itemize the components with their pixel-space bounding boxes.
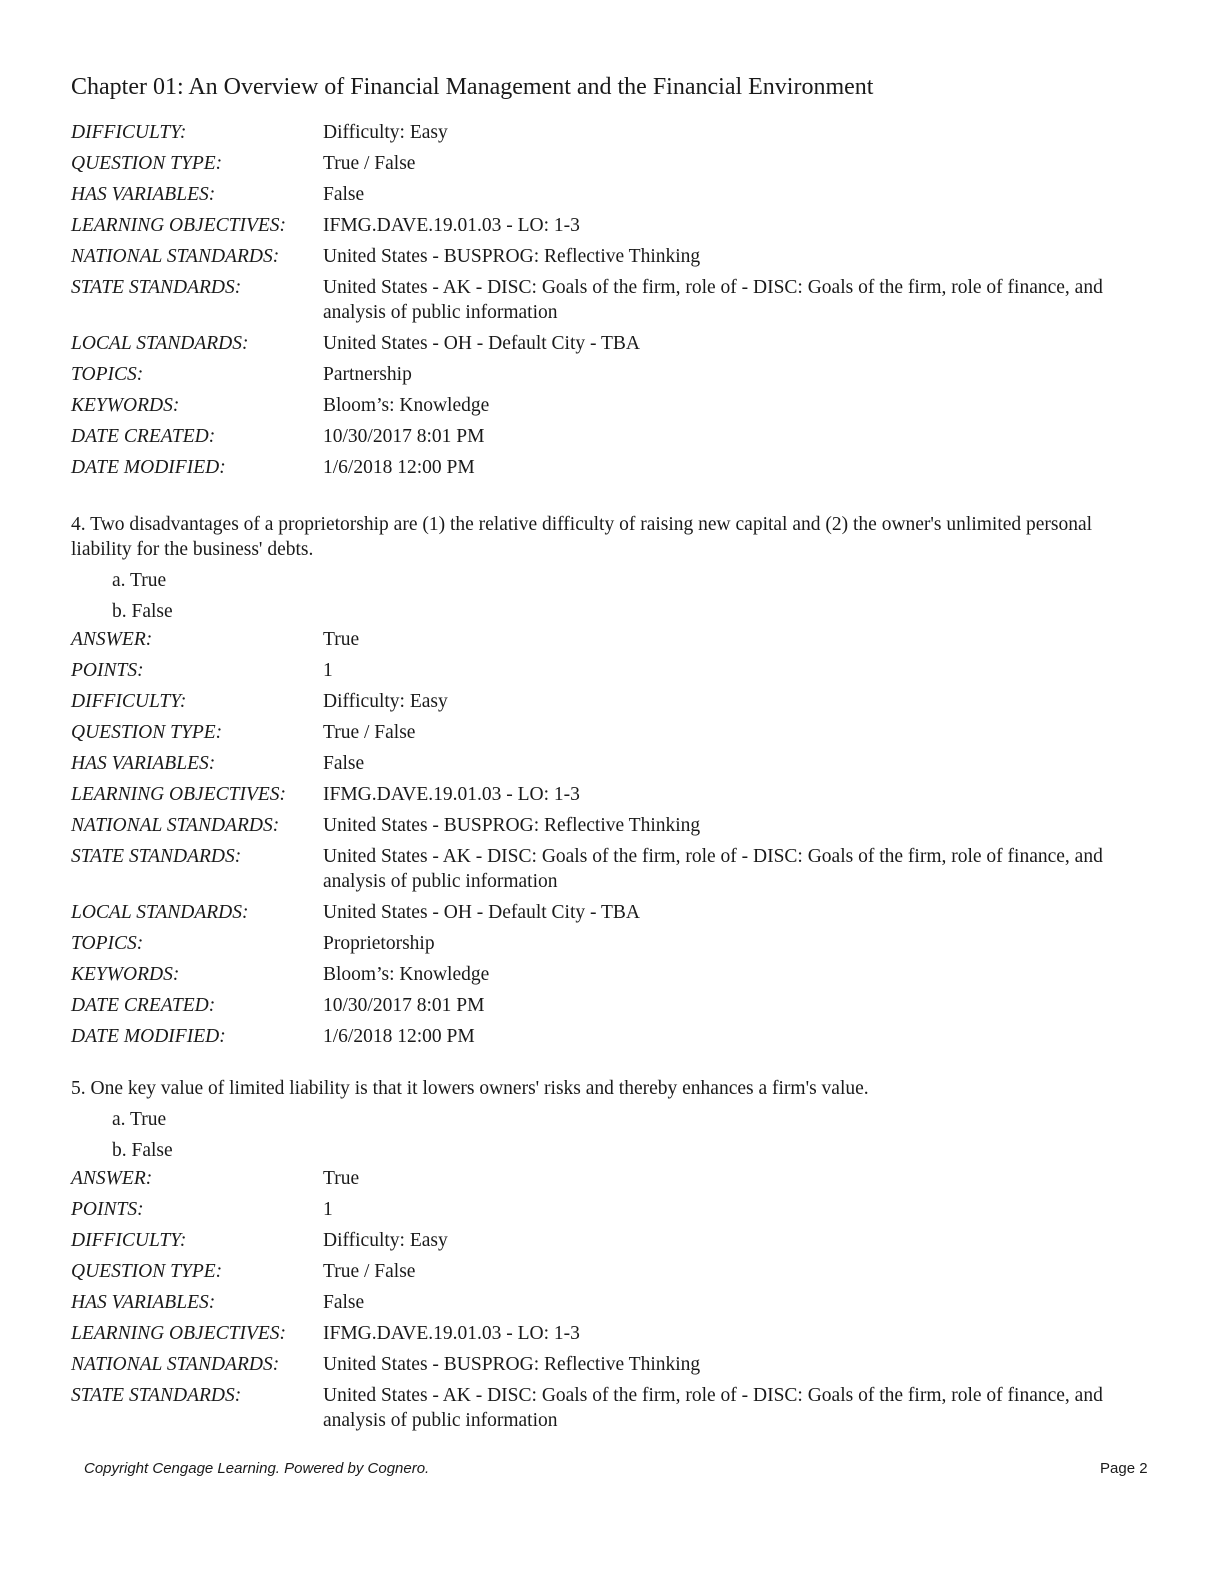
meta-row xyxy=(71,275,1151,331)
meta-label: HAS VARIABLES: xyxy=(71,1292,216,1313)
meta-row xyxy=(71,782,1151,813)
meta-label: HAS VARIABLES: xyxy=(71,184,216,205)
meta-label: QUESTION TYPE: xyxy=(71,722,223,743)
meta-label: NATIONAL STANDARDS: xyxy=(71,815,280,836)
meta-row xyxy=(71,962,1151,993)
meta-label: STATE STANDARDS: xyxy=(71,1385,242,1406)
meta-row xyxy=(71,1024,1151,1055)
meta-row xyxy=(71,931,1151,962)
meta-label: KEYWORDS: xyxy=(71,395,180,416)
meta-row xyxy=(71,658,1151,689)
meta-value: United States - AK - DISC: Goals of the firm, role of - DISC: Goals of the firm, role of finance, and analysis of public information xyxy=(323,846,1103,892)
meta-value: IFMG.DAVE.19.01.03 - LO: 1-3 xyxy=(323,784,580,805)
meta-value: United States - BUSPROG: Reflective Thinking xyxy=(323,815,701,836)
meta-row xyxy=(71,720,1151,751)
meta-row xyxy=(71,1290,1151,1321)
meta-label: STATE STANDARDS: xyxy=(71,846,242,867)
meta-label: STATE STANDARDS: xyxy=(71,277,242,298)
meta-label: LEARNING OBJECTIVES: xyxy=(71,784,287,805)
meta-row xyxy=(71,689,1151,720)
meta-value: United States - OH - Default City - TBA xyxy=(323,902,641,923)
meta-row xyxy=(71,120,1151,151)
meta-row xyxy=(71,1259,1151,1290)
meta-row xyxy=(71,1352,1151,1383)
meta-value: 1/6/2018 12:00 PM xyxy=(323,1026,475,1047)
meta-label: DIFFICULTY: xyxy=(71,691,187,712)
meta-value: Proprietorship xyxy=(323,933,435,954)
meta-row xyxy=(71,362,1151,393)
meta-label: QUESTION TYPE: xyxy=(71,1261,223,1282)
meta-value: United States - OH - Default City - TBA xyxy=(323,333,641,354)
meta-row xyxy=(71,1383,1151,1439)
meta-label: LEARNING OBJECTIVES: xyxy=(71,215,287,236)
meta-label: NATIONAL STANDARDS: xyxy=(71,246,280,267)
question-4 xyxy=(71,512,1151,1055)
copyright-footer: Copyright Cengage Learning. Powered by Cognero. xyxy=(84,1460,430,1477)
meta-value: United States - AK - DISC: Goals of the firm, role of - DISC: Goals of the firm, role of finance, and analysis of public information xyxy=(323,277,1103,323)
meta-value: 1/6/2018 12:00 PM xyxy=(323,457,475,478)
meta-row xyxy=(71,213,1151,244)
meta-value: 10/30/2017 8:01 PM xyxy=(323,995,485,1016)
question-5 xyxy=(71,1076,1151,1439)
meta-value: Bloom’s: Knowledge xyxy=(323,395,490,416)
meta-value: Difficulty: Easy xyxy=(323,122,448,143)
meta-value: 10/30/2017 8:01 PM xyxy=(323,426,485,447)
meta-label: LEARNING OBJECTIVES: xyxy=(71,1323,287,1344)
meta-value: 1 xyxy=(323,660,333,681)
meta-label: TOPICS: xyxy=(71,364,144,385)
meta-value: United States - BUSPROG: Reflective Thinking xyxy=(323,246,701,267)
prev-question-meta xyxy=(71,120,1151,486)
question-5-meta xyxy=(71,1166,1151,1439)
meta-label: DATE CREATED: xyxy=(71,995,216,1016)
meta-row xyxy=(71,331,1151,362)
meta-row xyxy=(71,993,1151,1024)
meta-row xyxy=(71,813,1151,844)
meta-value: IFMG.DAVE.19.01.03 - LO: 1-3 xyxy=(323,1323,580,1344)
meta-label: DATE MODIFIED: xyxy=(71,457,226,478)
question-4-meta xyxy=(71,627,1151,1055)
meta-row xyxy=(71,424,1151,455)
choice-b: b. False xyxy=(112,1140,173,1161)
meta-value: Difficulty: Easy xyxy=(323,691,448,712)
question-text: 5. One key value of limited liability is that it lowers owners' risks and thereby enhances a firm's value. xyxy=(71,1078,869,1099)
meta-row xyxy=(71,844,1151,900)
meta-label: KEYWORDS: xyxy=(71,964,180,985)
meta-value: Bloom’s: Knowledge xyxy=(323,964,490,985)
meta-row xyxy=(71,151,1151,182)
meta-value: 1 xyxy=(323,1199,333,1220)
meta-row xyxy=(71,1228,1151,1259)
choice-a: a. True xyxy=(112,1109,167,1130)
meta-value: Partnership xyxy=(323,364,412,385)
meta-label: LOCAL STANDARDS: xyxy=(71,333,249,354)
meta-label: ANSWER: xyxy=(71,629,153,650)
meta-label: ANSWER: xyxy=(71,1168,153,1189)
meta-label: QUESTION TYPE: xyxy=(71,153,223,174)
meta-value: IFMG.DAVE.19.01.03 - LO: 1-3 xyxy=(323,215,580,236)
meta-value: True / False xyxy=(323,153,416,174)
choice-b: b. False xyxy=(112,601,173,622)
meta-row xyxy=(71,900,1151,931)
meta-value: False xyxy=(323,184,365,205)
meta-row xyxy=(71,751,1151,782)
meta-label: HAS VARIABLES: xyxy=(71,753,216,774)
meta-label: DATE MODIFIED: xyxy=(71,1026,226,1047)
meta-value: True / False xyxy=(323,1261,416,1282)
meta-row xyxy=(71,182,1151,213)
meta-row xyxy=(71,1197,1151,1228)
meta-row xyxy=(71,393,1151,424)
meta-label: DATE CREATED: xyxy=(71,426,216,447)
meta-value: False xyxy=(323,1292,365,1313)
meta-label: LOCAL STANDARDS: xyxy=(71,902,249,923)
meta-value: True xyxy=(323,1168,360,1189)
meta-label: POINTS: xyxy=(71,660,144,681)
meta-label: DIFFICULTY: xyxy=(71,122,187,143)
meta-label: NATIONAL STANDARDS: xyxy=(71,1354,280,1375)
meta-value: United States - BUSPROG: Reflective Thinking xyxy=(323,1354,701,1375)
meta-value: Difficulty: Easy xyxy=(323,1230,448,1251)
meta-value: True xyxy=(323,629,360,650)
meta-row xyxy=(71,1166,1151,1197)
meta-row xyxy=(71,627,1151,658)
meta-value: True / False xyxy=(323,722,416,743)
meta-label: POINTS: xyxy=(71,1199,144,1220)
chapter-title: Chapter 01: An Overview of Financial Management and the Financial Environment xyxy=(71,74,874,100)
meta-row xyxy=(71,244,1151,275)
page-number: Page 2 xyxy=(1100,1460,1148,1477)
meta-value: False xyxy=(323,753,365,774)
question-text: 4. Two disadvantages of a proprietorship are (1) the relative difficulty of raising new capital and (2) the owner's unlimited personal liability for the business' debts. xyxy=(71,514,1093,560)
meta-label: TOPICS: xyxy=(71,933,144,954)
meta-value: United States - AK - DISC: Goals of the firm, role of - DISC: Goals of the firm, role of finance, and analysis of public information xyxy=(323,1385,1103,1431)
meta-label: DIFFICULTY: xyxy=(71,1230,187,1251)
meta-row xyxy=(71,455,1151,486)
meta-row xyxy=(71,1321,1151,1352)
choice-a: a. True xyxy=(112,570,167,591)
